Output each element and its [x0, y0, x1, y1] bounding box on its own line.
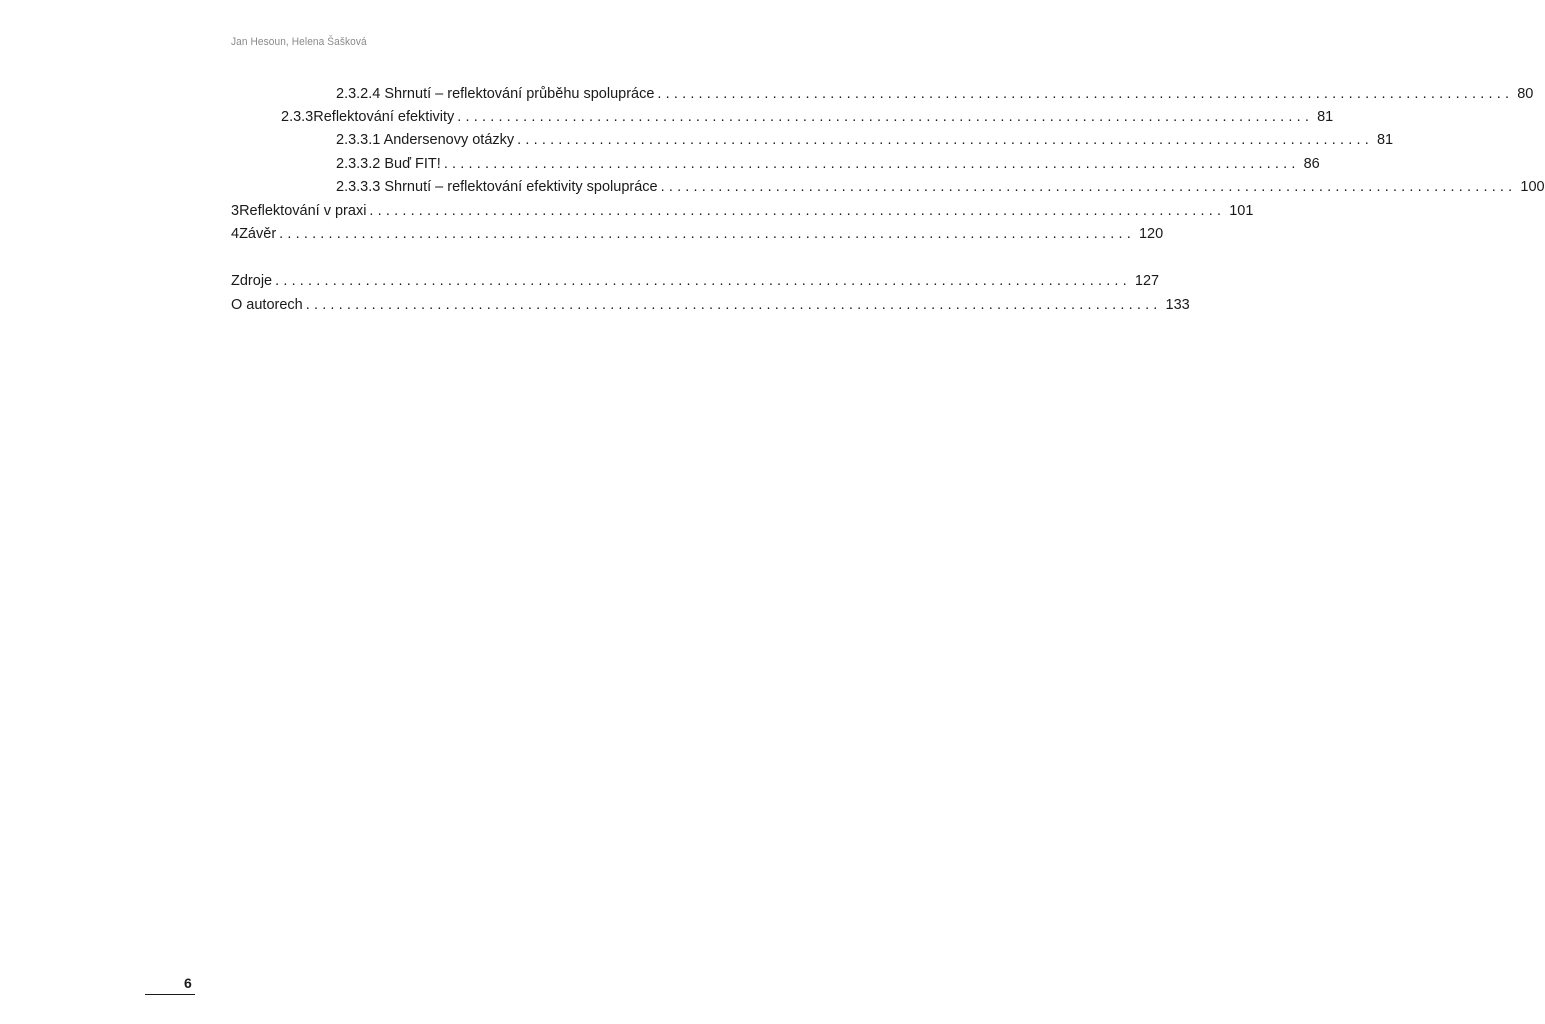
toc-entry[interactable] [231, 130, 1394, 150]
toc-entry-number: 2.3.3 [281, 109, 314, 125]
toc-leader-dots: ........................................................................................................ [275, 273, 1131, 289]
toc-entry-label: Závěr [239, 226, 277, 242]
toc-entry-page: 100 [1520, 179, 1545, 195]
toc-leader-dots: ........................................................................................................ [660, 179, 1517, 195]
toc-entry-label: 2.3.3.2 Buď FIT! [336, 156, 441, 172]
toc-entry-page: 81 [1376, 132, 1394, 148]
toc-entry[interactable] [231, 295, 1190, 315]
toc-entry-number: 3 [231, 203, 240, 219]
toc-entry[interactable] [231, 201, 1254, 221]
running-header-authors: Jan Hesoun, Helena Šašková [231, 36, 367, 48]
toc-leader-dots: ........................................................................................................ [517, 132, 1373, 148]
toc-entry[interactable] [231, 271, 1160, 291]
toc-entry-label: Reflektování efektivity [313, 109, 455, 125]
toc-entry-label: Reflektování v praxi [239, 203, 367, 219]
toc-entry-page: 101 [1229, 203, 1254, 219]
toc-entry-page: 133 [1165, 297, 1190, 313]
page-number: 6 [184, 975, 192, 991]
toc-entry[interactable] [231, 154, 1320, 174]
page-number-rule [145, 994, 195, 995]
toc-leader-dots: ........................................................................................................ [369, 203, 1226, 219]
toc-entry[interactable] [231, 107, 1334, 127]
toc-entry-label: 2.3.3.3 Shrnutí – reflektování efektivity spolupráce [336, 179, 658, 195]
toc-entry-page: 80 [1517, 86, 1534, 102]
toc-entry[interactable] [231, 84, 1534, 104]
toc-entry-label: O autorech [231, 297, 303, 313]
toc-leader-dots: ........................................................................................................ [279, 226, 1135, 242]
toc-entry-page: 127 [1134, 273, 1160, 289]
toc-leader-dots: ........................................................................................................ [443, 156, 1300, 172]
toc-entry-page: 120 [1138, 226, 1164, 242]
toc-leader-dots: ........................................................................................................ [457, 109, 1314, 125]
toc-entry-number: 4 [231, 226, 240, 242]
toc-entry-label: 2.3.3.1 Andersenovy otázky [336, 132, 515, 148]
toc-entry-page: 81 [1317, 109, 1334, 125]
toc-entry-label: Zdroje [231, 273, 273, 289]
toc-entry-page: 86 [1303, 156, 1320, 172]
toc-leader-dots: ........................................................................................................ [657, 86, 1514, 102]
toc-entry[interactable] [231, 224, 1164, 244]
toc-entry-label: 2.3.2.4 Shrnutí – reflektování průběhu spolupráce [336, 86, 655, 102]
toc-entry[interactable] [231, 177, 1545, 197]
toc-leader-dots: ........................................................................................................ [305, 297, 1162, 313]
